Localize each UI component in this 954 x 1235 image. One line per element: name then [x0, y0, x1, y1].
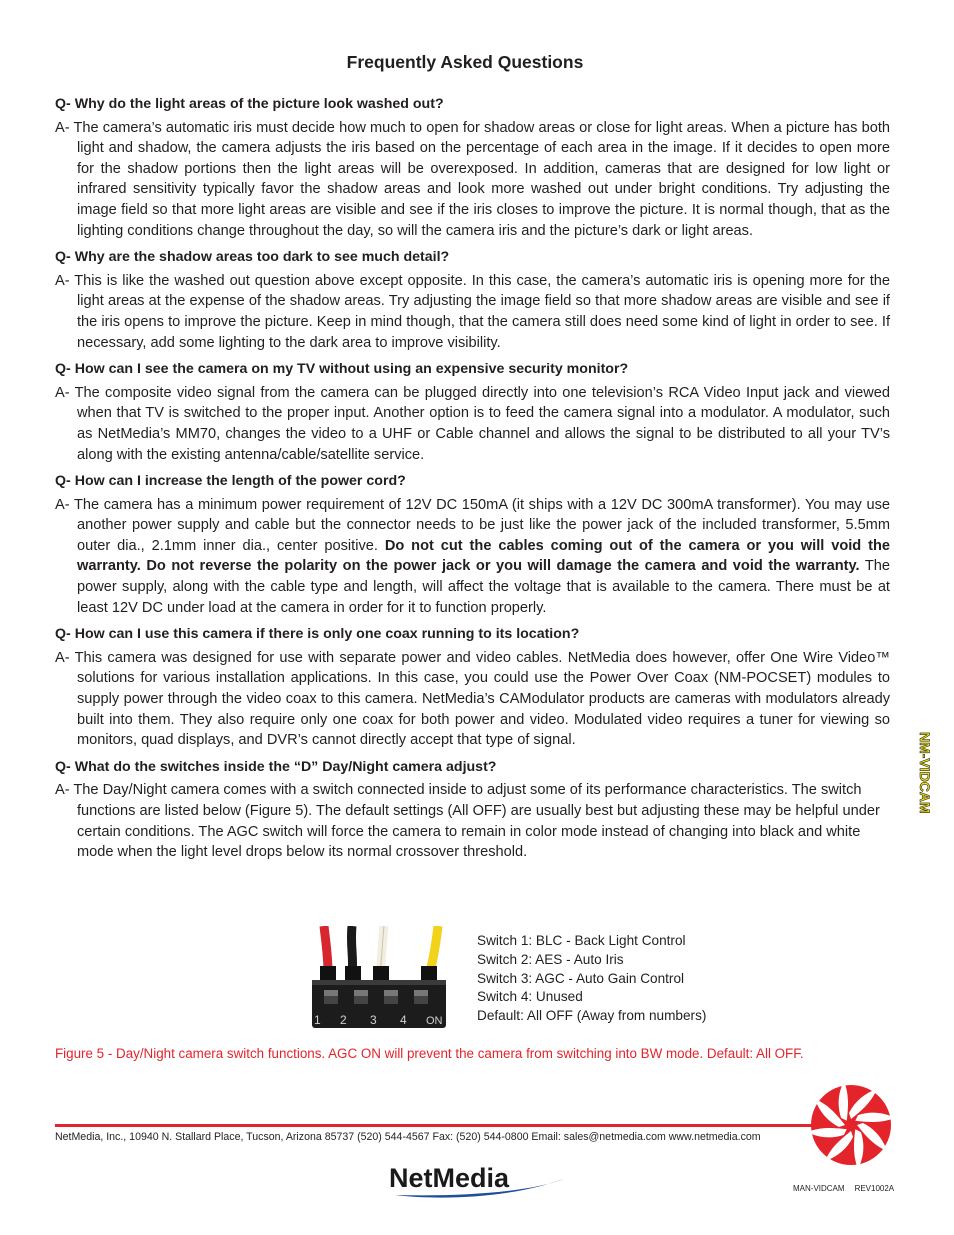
footer-address: NetMedia, Inc., 10940 N. Stallard Place, Tucson, Arizona 85737 (520) 544-4567 Fax: (520) 544-0800 Email: sales@netmedia.com www.netmedia.com — [55, 1131, 761, 1143]
faq-question-4: Q- How can I increase the length of the power cord? — [55, 473, 406, 490]
switch-line-default: Default: All OFF (Away from numbers) — [477, 1008, 707, 1024]
doc-revision: REV1002A — [854, 1184, 895, 1193]
dip-label-on: ON — [426, 1015, 443, 1027]
logo-text: NetMedia — [389, 1163, 510, 1193]
faq-answer-5: A- This camera was designed for use with separate power and video cables. NetMedia does however, offer One Wire Video™ solutions for various installation applications. In this case, you could use the Power Over Coax (NM-POCSET) modules to supply power through the video coax to this camera. NetMedia’s CAModulator products are cameras with modulators already built into them. They also require only one coax for both power and video. Modulated video requires a tuner for viewing so monitors, quad displays, and DVR’s cannot directly accept that type of signal. — [55, 649, 890, 749]
pinwheel-logo-icon — [810, 1084, 892, 1166]
dip-switch-image — [310, 926, 450, 1028]
faq-answer-4 — [55, 495, 890, 619]
netmedia-logo — [385, 1157, 570, 1201]
faq-answer-4-outro: The power supply, along with the cable type and length, will affect the voltage that is available to the camera. There must be at least 12V DC under load at the camera in order for it to function properly. — [77, 558, 890, 616]
faq-question-3: Q- How can I see the camera on my TV without using an expensive security monitor? — [55, 361, 629, 378]
switch-line-2: Switch 2: AES - Auto Iris — [477, 951, 624, 967]
yellow-wire — [430, 926, 438, 972]
dip-label-2: 2 — [340, 1013, 347, 1027]
dip-switch-figure — [310, 926, 450, 1028]
switch-line-3: Switch 3: AGC - Auto Gain Control — [477, 970, 685, 986]
side-label — [902, 730, 942, 850]
faq-question-6: Q- What do the switches inside the “D” Day/Night camera adjust? — [55, 758, 497, 775]
faq-answer-3: A- The composite video signal from the camera can be plugged directly into one television’s RCA Video Input jack and viewed when that TV is switched to the proper input. Another option is to feed the camera signal into a modulator. A modulator, such as NetMedia’s MM70, changes the video to a UHF or Cable channel and allows the signal to be distributed to all your TV’s along with the existing antenna/cable/satellite service. — [55, 384, 890, 463]
footer-divider — [55, 1124, 885, 1127]
switch-function-list — [477, 932, 706, 1026]
faq-question-2: Q- Why are the shadow areas too dark to see much detail? — [55, 249, 450, 266]
faq-answer-4-intro: A- The camera has a minimum power requirement of 12V DC 150mA (it ships with a 12V DC 300mA transformer). You may use another power supply and cable but the connector needs to be just like the power jack of the included transformer, 5.5mm outer dia., 2.1mm inner dia., center positive. — [55, 496, 890, 554]
document-id — [793, 1184, 904, 1193]
side-label-text: NM-VIDCAM — [917, 732, 933, 814]
faq-question-5: Q- How can I use this camera if there is only one coax running to its location? — [55, 626, 580, 643]
faq-answer-1: A- The camera’s automatic iris must decide how much to open for shadow areas or close for light areas. When a picture has both light and shadow, the camera adjusts the iris based on the percentage of each area in the image. If it decides to open more for the shadow portions then the light areas will be overexposed. In addition, cameras that are designed for low light or infrared sensitivity typically favor the shadow areas and look more washed out under bright conditions. Try adjusting the image field so that more light areas are visible and see if the iris closes to improve the picture. It is normal though, that as the lighting conditions change throughout the day, so will the camera iris and the picture’s dark or light areas. — [55, 119, 890, 239]
warranty-warning: Do not cut the cables coming out of the camera or you will void the warranty. Do not reverse the polarity on the power jack or you will damage the camera and void the warranty. — [77, 537, 890, 575]
black-wire — [351, 926, 352, 972]
faq-list — [55, 94, 890, 869]
faq-answer-6: A- The Day/Night camera comes with a switch connected inside to adjust some of its performance characteristics. The switch functions are listed below (Figure 5). The default settings (All OFF) are usually best but adjusting these may be helpful under certain conditions. The AGC switch will force the camera to remain in color mode instead of changing into black and white mode when the light level drops below its normal crossover threshold. — [55, 782, 880, 861]
page-title: Frequently Asked Questions — [346, 52, 584, 72]
figure-caption: Figure 5 - Day/Night camera switch functions. AGC ON will prevent the camera from switching into BW mode. Default: All OFF. — [55, 1046, 804, 1061]
faq-answer-2: A- This is like the washed out question above except opposite. In this case, the camera’s automatic iris is opening more for the light areas at the expense of the shadow areas. Try adjusting the image field so that more shadow areas are visible and see if the iris opens to improve the picture. Keep in mind though, that the camera still does need some kind of light in order to see. If necessary, add some lighting to the dark area to improve visibility. — [55, 272, 890, 351]
doc-code: MAN-VIDCAM — [793, 1184, 845, 1193]
dip-label-4: 4 — [400, 1013, 407, 1027]
switch-line-4: Switch 4: Unused — [477, 989, 583, 1005]
switch-line-1: Switch 1: BLC - Back Light Control — [477, 933, 686, 948]
dip-label-1: 1 — [314, 1013, 321, 1027]
faq-question-1: Q- Why do the light areas of the picture look washed out? — [55, 96, 444, 112]
dip-label-3: 3 — [370, 1013, 377, 1027]
red-wire — [324, 926, 328, 972]
